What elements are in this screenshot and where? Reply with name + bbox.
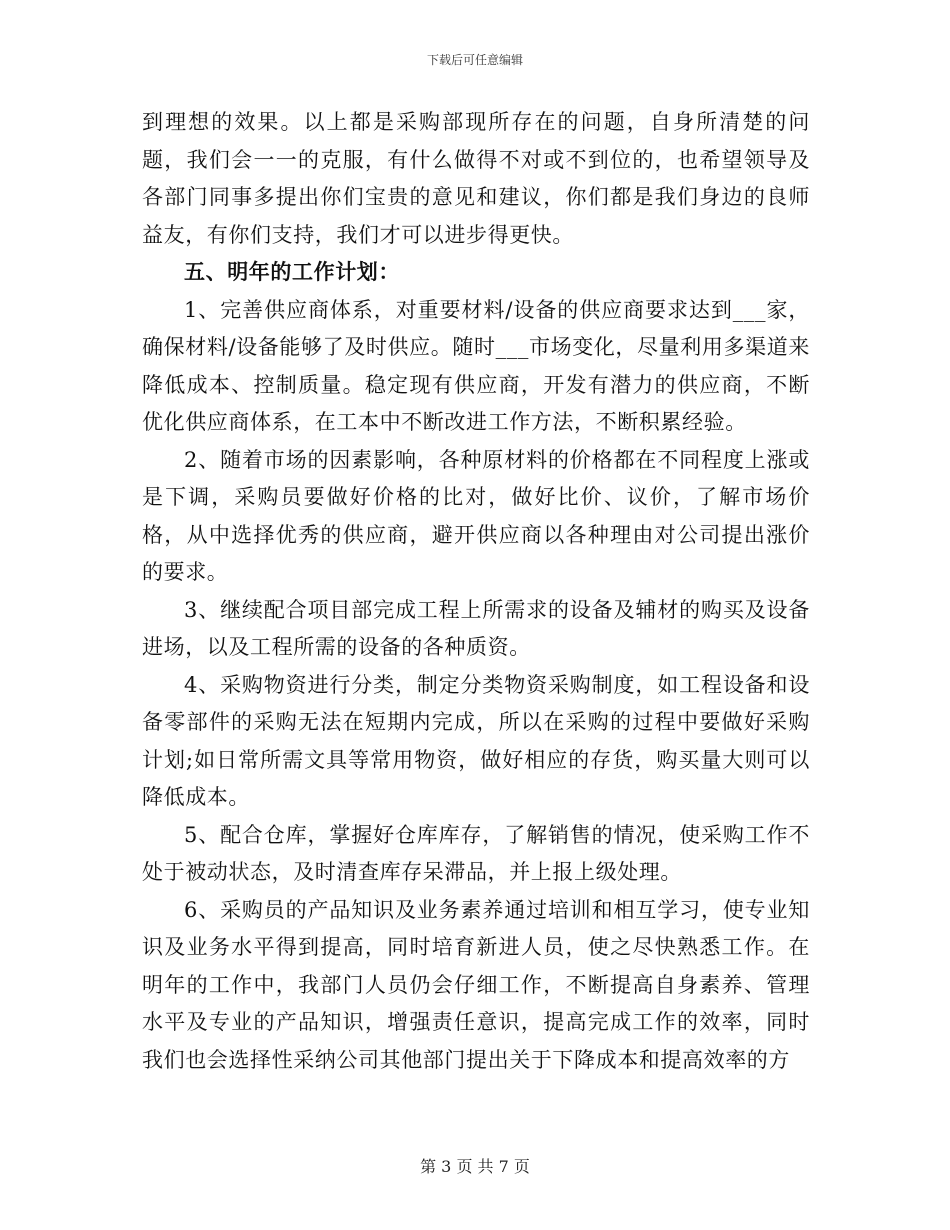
plan-item-3: 3、继续配合项目部完成工程上所需求的设备及辅材的购买及设备进场，以及工程所需的设备的各种质资。 — [142, 597, 810, 659]
page-header: 下载后可任意编辑 — [426, 53, 523, 67]
plan-item-4: 4、采购物资进行分类，制定分类物资采购制度，如工程设备和设备零部件的采购无法在短期内完成，所以在采购的过程中要做好采购计划;如日常所需文具等常用物资，做好相应的存货，购买量大则可以降低成本。 — [142, 672, 810, 809]
plan-item-5: 5、配合仓库，掌握好仓库库存，了解销售的情况，使采购工作不处于被动状态，及时清查库存呆滞品，并上报上级处理。 — [142, 822, 810, 884]
plan-item-2: 2、随着市场的因素影响，各种原材料的价格都在不同程度上涨或是下调，采购员要做好价格的比对，做好比价、议价，了解市场价格，从中选择优秀的供应商，避开供应商以各种理由对公司提出涨价的要求。 — [142, 447, 810, 584]
plan-item-6: 6、采购员的产品知识及业务素养通过培训和相互学习，使专业知识及业务水平得到提高，同时培育新进人员，使之尽快熟悉工作。在明年的工作中，我部门人员仍会仔细工作，不断提高自身素养、管理水平及专业的产品知识，增强责任意识，提高完成工作的效率，同时我们也会选择性采纳公司其他部门提出关于下降成本和提高效率的方 — [142, 897, 810, 1072]
page-number: 第 3 页 共 7 页 — [420, 1157, 530, 1176]
plan-item-1: 1、完善供应商体系，对重要材料/设备的供应商要求达到___家，确保材料/设备能够了及时供应。随时___市场变化，尽量利用多渠道来降低成本、控制质量。稳定现有供应商，开发有潜力的供应商，不断优化供应商体系，在工本中不断改进工作方法，不断积累经验。 — [142, 297, 810, 434]
section-heading: 五、明年的工作计划： — [184, 260, 400, 284]
document-body — [142, 104, 810, 1079]
intro-paragraph: 到理想的效果。以上都是采购部现所存在的问题，自身所清楚的问题，我们会一一的克服，有什么做得不对或不到位的，也希望领导及各部门同事多提出你们宝贵的意见和建议，你们都是我们身边的良师益友，有你们支持，我们才可以进步得更快。 — [142, 110, 810, 247]
